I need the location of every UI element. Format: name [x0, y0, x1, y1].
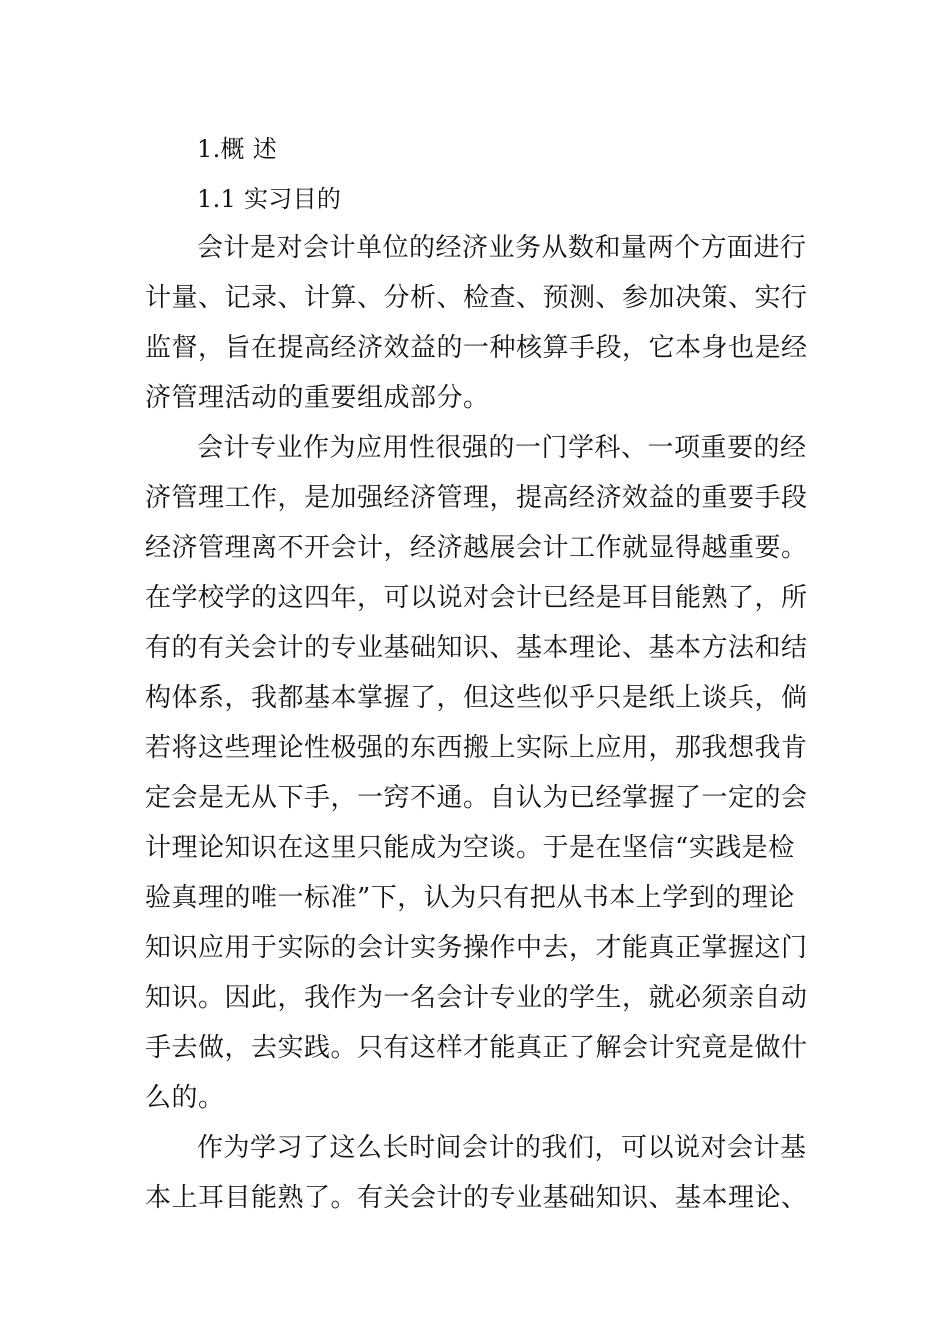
paragraph-line: 计理论知识在这里只能成为空谈。于是在坚信“实践是检 [145, 833, 795, 863]
paragraph-line: 在学校学的这四年，可以说对会计已经是耳目能熟了，所 [145, 583, 808, 613]
paragraph-line: 监督，旨在提高经济效益的一种核算手段，它本身也是经 [145, 333, 808, 363]
paragraph-line: 济管理工作，是加强经济管理，提高经济效益的重要手段 [145, 483, 808, 513]
paragraph-line: 验真理的唯一标准”下，认为只有把从书本上学到的理论 [145, 883, 795, 913]
section-heading: 1.概 述 [197, 135, 278, 163]
paragraph-line: 会计是对会计单位的经济业务从数和量两个方面进行 [197, 233, 807, 263]
paragraph-line: 么的。 [145, 1083, 225, 1113]
paragraph-line: 有的有关会计的专业基础知识、基本理论、基本方法和结 [145, 633, 808, 663]
paragraph-line: 知识。因此，我作为一名会计专业的学生，就必须亲自动 [145, 983, 808, 1013]
paragraph-line: 构体系，我都基本掌握了，但这些似乎只是纸上谈兵，倘 [145, 683, 808, 713]
paragraph-line: 会计专业作为应用性很强的一门学科、一项重要的经 [197, 433, 807, 463]
paragraph-line: 手去做，去实践。只有这样才能真正了解会计究竟是做什 [145, 1033, 808, 1063]
paragraph-line: 若将这些理论性极强的东西搬上实际上应用，那我想我肯 [145, 733, 808, 763]
subsection-heading: 1.1 实习目的 [197, 185, 342, 213]
paragraph-line: 作为学习了这么长时间会计的我们，可以说对会计基 [197, 1133, 807, 1163]
paragraph-line: 本上耳目能熟了。有关会计的专业基础知识、基本理论、 [145, 1183, 808, 1213]
paragraph-line: 定会是无从下手，一窍不通。自认为已经掌握了一定的会 [145, 783, 808, 813]
paragraph-line: 计量、记录、计算、分析、检查、预测、参加决策、实行 [145, 283, 808, 313]
paragraph-line: 知识应用于实际的会计实务操作中去，才能真正掌握这门 [145, 933, 808, 963]
paragraph-line: 济管理活动的重要组成部分。 [145, 383, 490, 413]
paragraph-line: 经济管理离不开会计，经济越展会计工作就显得越重要。 [145, 533, 808, 563]
